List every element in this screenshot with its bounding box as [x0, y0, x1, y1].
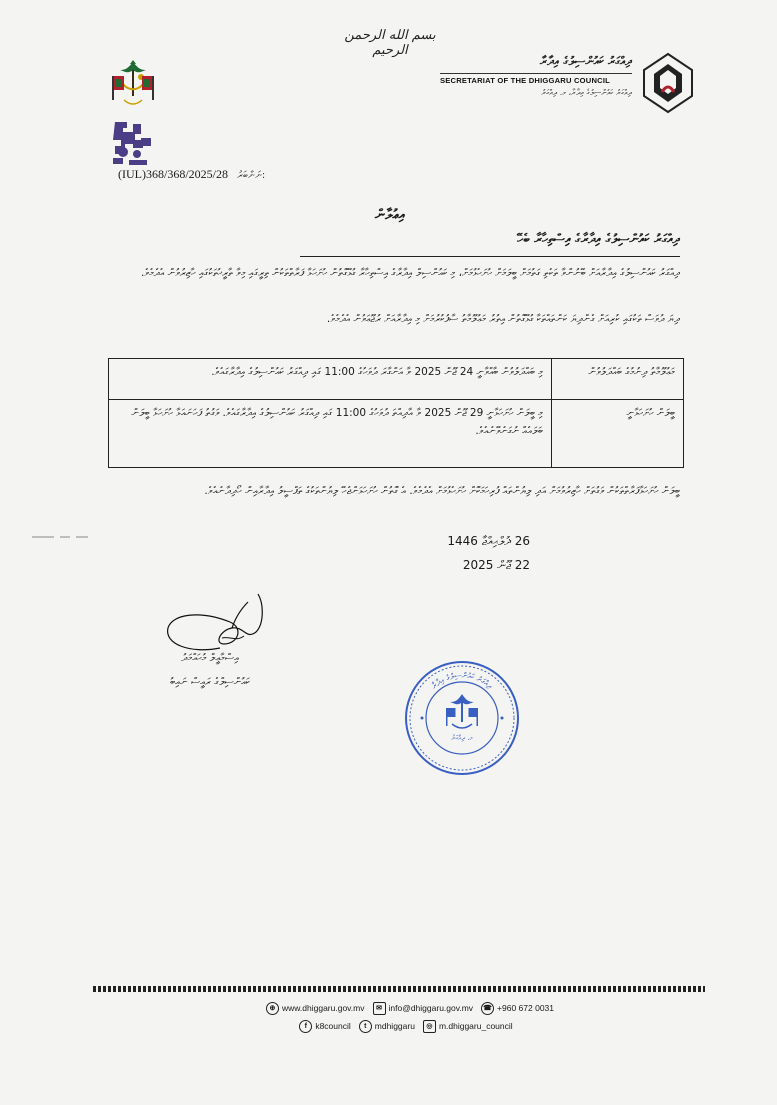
instagram-icon: ◎	[423, 1020, 436, 1033]
seal-inner-text: މ. ދިއްގަރު	[451, 734, 473, 742]
council-name-en: SECRETARIAT OF THE DHIGGARU COUNCIL	[440, 73, 632, 85]
facebook-icon: f	[299, 1020, 312, 1033]
footer-facebook[interactable]: f k8council	[299, 1020, 350, 1033]
footer-contacts	[250, 1000, 570, 1016]
schedule-label: ބީލަން ހުށަހަޅާނީ	[552, 399, 684, 467]
reference-number: (IUL)368/368/2025/28	[118, 167, 228, 181]
margin-mark	[30, 534, 90, 540]
schedule-detail: މި ބީލަން ހުށަހަޅާނީ 29 ޖޫން 2025 ވާ އާދިއްތަ ދުވަހުގެ 11:00 ގައި ދިއްގަރު ކައުންސިލުގެ އިދާރާގައެވެ. ވަގުތު ފަހަނައަޅާ ހުށަހަޅާ ބީލަން ބަލައެއް ނުގަނެވޭނެއެވެ.	[109, 399, 552, 467]
date-hijri: 26 ޛުލްޙިއްޖާ 1446	[447, 534, 530, 548]
svg-text:ދިއްގަރު ކައުންސިލުގެ އިދާރާ	[430, 671, 495, 691]
footer-phone[interactable]: ☎ +960 672 0031	[481, 1002, 554, 1015]
phone-icon: ☎	[481, 1002, 494, 1015]
body-paragraph-1: ދިއްގަރު ކައުންސިލުގެ އިދާރާއަށް ބޭނުންވާ ތަކެތި ގަތުމަށް ބީލަމަށް ހުށަހެޅުމަށް، މި ކައުންސިލް އިދާރާގެ އިސްތިހާރާ ގުޅޭގޮތުން ހުށަހަޅާ ފަރާތްތަކުން ތިރީގައި މިވާ ތާރީޚުތަކުގައި ހާޒިރުވުން އެދެމެވެ.	[140, 267, 680, 279]
date-gregorian: 22 ޖޫން 2025	[462, 558, 530, 572]
council-logo-icon	[640, 52, 696, 114]
body-paragraph-2: ދިޔަ ދުވަސް ތަކުގައި ކުރިއަށް ގެންދިޔަ ކަންތައްތަކާ ގުޅޭގޮތުން އިތުރު މަޢުލޫމާތު ސާފުކުރުމަށް މި އިދާރާއަށް ރުޖޫޢަވުން އެދެމެވެ.	[326, 313, 680, 325]
footer-social	[276, 1018, 536, 1034]
registration-stamp-icon	[107, 118, 157, 166]
signatory-name: އިސްމާޢީލް މުޙައްމަދު	[181, 652, 239, 664]
council-header	[440, 54, 632, 106]
footer-divider	[93, 986, 705, 992]
council-address: ދިއްގަރު ކައުންސިލުގެ އިދާރާ، މ. ދިއްގަރު	[541, 88, 632, 97]
signatory-title: ކައުންސިލްގެ ރައީސް ނައިބު	[170, 676, 250, 688]
globe-icon: ⊕	[266, 1002, 279, 1015]
council-name-dv: ދިއްގަރު ކައުންސިލުގެ އިދާރާ	[539, 54, 632, 68]
official-seal-icon	[402, 658, 522, 778]
state-emblem-icon	[106, 56, 160, 112]
schedule-label: މަޢުލޫމާތު ދިނުމުގެ ބައްދަލުވުން	[552, 359, 684, 400]
notice-subtitle: ދިއްގަރު ކައުންސިލުގެ އިދާރާގެ އިސްތިހާރާ ބެހޭ	[300, 232, 680, 257]
reference-line	[118, 167, 338, 185]
table-row	[109, 359, 684, 400]
notice-title: އިޢުލާން	[374, 207, 406, 223]
footer-instagram[interactable]: ◎ m.dhiggaru_council	[423, 1020, 513, 1033]
mail-icon: ✉	[373, 1002, 386, 1015]
bismillah: بسم الله الرحمن الرحيم	[344, 28, 436, 58]
footer-website[interactable]: ⊕ www.dhiggaru.gov.mv	[266, 1002, 365, 1015]
schedule-detail: މި ބައްދަލުވުން ބާއްވާނީ 24 ޖޫން 2025 ވާ އަންގާރަ ދުވަހުގެ 11:00 ގައި ދިއްގަރު ކައުންސިލުގެ އިދާރާގައެވެ.	[109, 359, 552, 400]
footer-email[interactable]: ✉ info@dhiggaru.gov.mv	[373, 1002, 474, 1015]
body-paragraph-3: ބީލަން ހުށަހަޅާފަރާތްތަކުން ވަގުތަށް ހާޒިރުވުމަށް އަދި ލިޔުންތައް ފުރިހަމަކޮށް ހުށަހެޅުމަށް އެދެމެވެ. އެ ގޮތުން ހުށަހަޅަންޖެހޭ ލިޔުންތަކުގެ ތަފްސީލު އިދާރާއިން ހޯދިދާނެއެވެ.	[204, 485, 680, 497]
twitter-icon: t	[359, 1020, 372, 1033]
table-row	[109, 399, 684, 467]
seal-outer-text: ދިއްގަރު ކައުންސިލުގެ އިދާރާ	[429, 670, 495, 691]
schedule-table	[108, 358, 684, 468]
footer-twitter[interactable]: t mdhiggaru	[359, 1020, 415, 1033]
reference-label: ނަންބަރު:	[237, 170, 266, 181]
